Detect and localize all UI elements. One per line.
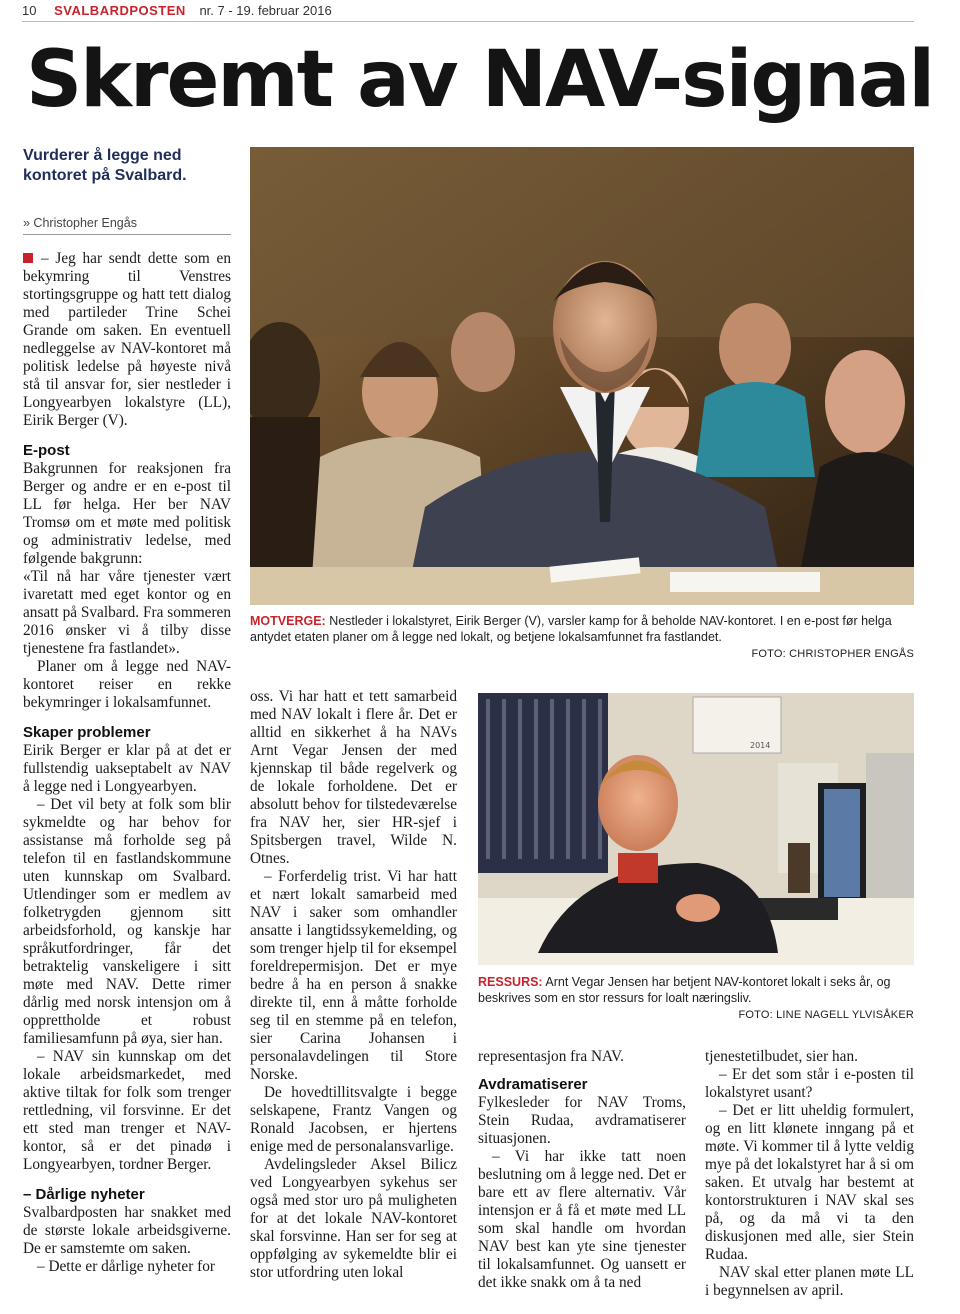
caption-text: Nestleder i lokalstyret, Eirik Berger (V), varsler kamp for å beholde NAV-kontoret. I en e-post før helga antydet etaten planer om å legge ned lokalt, og betjene lokalsamfunnet fra fastlandet. — [250, 614, 892, 644]
photo-office-image — [478, 693, 914, 965]
subheading: Skaper problemer — [23, 724, 151, 741]
article-column-1 — [23, 250, 231, 1276]
paragraph: – Er det som står i e-posten til lokalstyret usant? — [705, 1066, 914, 1101]
paragraph: Eirik Berger er klar på at det er fullstendig uakseptabelt av NAV å legge ned i Longyearbyen. — [23, 742, 231, 795]
paragraph: De hovedtillitsvalgte i begge selskapene, Frantz Vangen og Ronald Jacobsen, er hjertens enige med de personalansvarlige. — [250, 1084, 457, 1155]
paragraph: Svalbardposten har snakket med de største lokale arbeidsgiverne. De er samstemte om saken. — [23, 1204, 231, 1257]
paragraph: oss. Vi har hatt et tett samarbeid med NAV lokalt i flere år. Det er alltid en sikkerhet å ha NAVs Arnt Vegar Jensen der med kjennskap til både regelverk og de lokale forholdene. Det er absolutt behov for tilstedeværelse fra NAV her, sier HR-sjef i Spitsbergen travel, Wilde N. Otnes. — [250, 688, 457, 867]
photo-meeting — [250, 147, 914, 605]
caption-text: Arnt Vegar Jensen har betjent NAV-kontoret lokalt i seks år, og beskrives som en stor ressurs for loalt næringsliv. — [478, 975, 891, 1005]
paragraph: – Det vil bety at folk som blir sykmeldte og har behov for assistanse må forholde seg på telefon til en fastlandskommune uten kunnskap om Svalbard. Utlendinger som er medlem av folketrygden gjennom sitt arbeidsforhold, og kanskje har språkutfordringer, får det betraktelig vanskeligere i sitt møte med NAV. Dette rimer dårlig med norsk intensjon om å opprettholde et robust familiesamfunn på øya, sier han. — [23, 796, 231, 1047]
paragraph: representasjon fra NAV. — [478, 1048, 624, 1065]
headline: Skremt av NAV-signal — [26, 35, 934, 125]
paragraph: – Jeg har sendt dette som en bekymring til Venstres stortingsgruppe og hatt tett dialog med partileder Trine Schei Grande om saken. En eventuell nedleggelse av NAV-kontoret må politisk ledelse på høyeste nivå stå til ansvar for, sier nestleder i Longyearbyen lokalstyre (LL), Eirik Berger (V). — [23, 250, 231, 429]
subheading: E-post — [23, 442, 70, 459]
subheading: – Dårlige nyheter — [23, 1186, 145, 1203]
publication-name: SVALBARDPOSTEN — [54, 3, 186, 18]
article-column-3 — [478, 1048, 686, 1292]
paragraph: – NAV sin kunnskap om det lokale arbeidsmarkedet, med aktive tiltak for folk som trenger rettledning, vil forsvinne. Er det ett sted man trenger et NAV-kontor, så er det pinadø i Longyearbyen, tordner Berger. — [23, 1048, 231, 1173]
issue-date: nr. 7 - 19. februar 2016 — [199, 3, 332, 18]
lead-text: Vurderer å legge ned kontoret på Svalbard. — [23, 147, 187, 184]
byline: » Christopher Engås — [23, 216, 231, 235]
caption-label: MOTVERGE: — [250, 614, 326, 628]
paragraph: Bakgrunnen for reaksjonen fra Berger og andre er en e-post til LL før helga. Her ber NAV Tromsø om et møte med politisk og administrativ ledelse, med følgende bakgrunn: — [23, 460, 231, 567]
photo-office-caption — [478, 974, 914, 1006]
paragraph: – Vi har ikke tatt noen beslutning om å legge ned. Det er bare ett av flere alternativ. Vår intensjon er å få et møte med LL som skal handle om hvordan NAV best kan yte sine tjenester til lokalsamfunnet. Og uansett er det ikke snakk om å ta ned — [478, 1148, 686, 1291]
calendar-year: 2014 — [750, 741, 771, 750]
photo-meeting-image — [250, 147, 914, 605]
subheading: Avdramatiserer — [478, 1076, 588, 1093]
article-column-2 — [250, 688, 457, 1282]
photo-office-credit: FOTO: LINE NAGELL YLVISÅKER — [738, 1009, 914, 1021]
caption-label: RESSURS: — [478, 975, 543, 989]
photo-meeting-credit: FOTO: CHRISTOPHER ENGÅS — [751, 648, 914, 660]
paragraph: «Til nå har våre tjenester vært ivaretatt med eget kontor og en ansatt på Svalbard. Fra sommeren 2016 ønsker vi å tilby disse tjenestene fra fastlandet». — [23, 568, 231, 657]
paragraph: NAV skal etter planen møte LL i begynnelsen av april. — [705, 1264, 914, 1299]
paragraph: tjenestetilbudet, sier han. — [705, 1048, 858, 1065]
paragraph: – Dette er dårlige nyheter for — [37, 1258, 215, 1275]
paragraph: Fylkesleder for NAV Troms, Stein Rudaa, avdramatiserer situasjonen. — [478, 1094, 686, 1147]
article-column-4 — [705, 1048, 914, 1300]
photo-meeting-caption — [250, 613, 914, 645]
paragraph: – Forferdelig trist. Vi har hatt et nært lokalt samarbeid med NAV i saker som omhandler ansatte i langtidssykemelding, og som trenger hjelp til for eksempel foreldrepermisjon. Det er mye bedre å ha en person å snakke direkte til, enn å måtte forholde seg til en stemme på en telefon, sier Carina Johansen i personalavdelingen til Store Norske. — [250, 868, 457, 1083]
paragraph: – Det er litt uheldig formulert, og en litt klønete inngang på et møte. Vi kommer til å lytte veldig mye på det lokalstyret har å si om saken. Et utvalg har bestemt at kontorstrukturen i NAV skal ses på, og da må vi ta den diskusjonen med alle, sier Stein Rudaa. — [705, 1102, 914, 1263]
photo-office — [478, 693, 914, 965]
paragraph: Avdelingsleder Aksel Bilicz ved Longyearbyen sykehus ser også med stor uro på muligheten for at det lokale NAV-kontoret skal forsvinne. Han ser for seg at oppfølging av sykemeldte blir ei stor utfordring uten lokal — [250, 1156, 457, 1281]
article-start-square-icon — [23, 253, 33, 263]
paragraph: Planer om å legge ned NAV-kontoret reiser en rekke bekymringer i lokalsamfunnet. — [23, 658, 231, 711]
page-header — [22, 2, 914, 22]
page-number: 10 — [22, 3, 37, 18]
